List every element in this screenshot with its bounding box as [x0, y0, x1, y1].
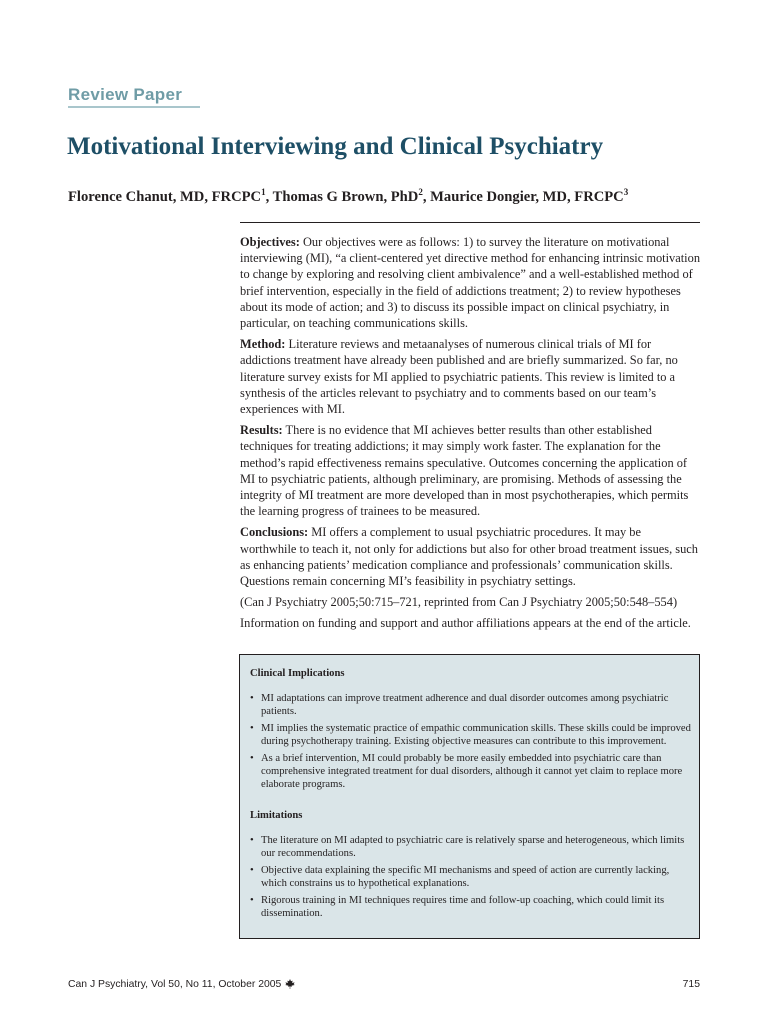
journal-reference: Can J Psychiatry, Vol 50, No 11, October 2005	[68, 979, 282, 990]
implications-list	[250, 692, 691, 791]
section-label-underline	[68, 106, 200, 108]
author-name: Florence Chanut, MD, FRCPC	[68, 189, 262, 205]
citation: (Can J Psychiatry 2005;50:715–721, reprinted from Can J Psychiatry 2005;50:548–554)	[240, 595, 678, 610]
author-name: Thomas G Brown, PhD	[272, 189, 419, 205]
list-item-text: MI implies the systematic practice of empathic communication skills. These skills could be improved during psychotherapy training. Existing objective measures can contribute to this improvement.	[261, 723, 691, 747]
implications-heading: Clinical Implications	[250, 668, 345, 679]
list-item-text: Rigorous training in MI techniques requires time and follow-up coaching, which could limit its dissemination.	[261, 895, 665, 919]
article-title: Motivational Interviewing and Clinical Psychiatry	[67, 133, 604, 160]
list-item	[250, 752, 691, 791]
list-item	[250, 894, 691, 920]
abstract-text: There is no evidence that MI achieves better results than other established techniques for treating addictions; it may simply work faster. The explanation for the method’s rapid effectiveness remains speculative. Outcomes concerning the application of MI to psychiatric patients, although preliminary, are promising. Methods of assessing the integrity of MI treatment are more developed than in most psychotherapies, which permits the learning progress of trainees to be measured.	[240, 423, 689, 519]
bullet: •	[250, 895, 254, 906]
section-label: Review Paper	[68, 85, 183, 104]
funding-note: Information on funding and support and author affiliations appears at the end of the article.	[240, 616, 691, 631]
author-list	[68, 189, 628, 206]
limitations-heading: Limitations	[250, 810, 303, 821]
footer-journal	[68, 979, 295, 992]
list-item	[250, 722, 691, 748]
author-separator: ,	[422, 189, 431, 205]
abstract-objectives	[240, 234, 700, 331]
limitations-list	[250, 834, 691, 920]
list-item	[250, 834, 691, 860]
list-item-text: The literature on MI adapted to psychiatric care is relatively sparse and heterogeneous, which limits our recommendations.	[261, 835, 685, 859]
page-number: 715	[682, 979, 700, 990]
abstract-label: Conclusions:	[240, 525, 309, 540]
list-item	[250, 864, 691, 890]
abstract-label: Method:	[240, 337, 286, 352]
list-item	[250, 692, 691, 718]
abstract-text: Our objectives were as follows: 1) to survey the literature on motivational interviewing (MI), “a client-centered yet directive method for enhancing intrinsic motivation to change by exploring and resolving client ambivalence” and a well-established method of brief intervention, especially in the field of addictions treatment; 2) to review hypotheses about its mode of action; and 3) to discuss its possible impact on clinical psychiatry, in particular, on teaching communications skills.	[240, 235, 701, 331]
list-item-text: As a brief intervention, MI could probably be more easily embedded into psychiatric care than comprehensive integrated treatment for dual disorders, although it cannot yet claim to replace more elaborate programs.	[261, 753, 683, 790]
abstract-text: MI offers a complement to usual psychiatric procedures. It may be worthwhile to teach it, not only for addictions but also for other broad treatment issues, such as enhancing patients’ medication compliance and professionals’ communication skills. Questions remain concerning MI’s feasibility in psychiatry settings.	[240, 525, 699, 589]
bullet: •	[250, 693, 254, 704]
abstract-label: Results:	[240, 423, 283, 438]
abstract-label: Objectives:	[240, 235, 300, 249]
author-separator: ,	[265, 189, 273, 205]
author-affiliation-marker: 1	[261, 187, 266, 198]
list-item-text: Objective data explaining the specific MI mechanisms and speed of action are currently lacking, which constrains us to hypothetical explanations.	[261, 865, 670, 889]
abstract-top-rule	[240, 222, 700, 223]
abstract-conclusions	[240, 524, 700, 589]
bullet: •	[250, 865, 254, 876]
list-item-text: MI adaptations can improve treatment adherence and dual disorder outcomes among psychiatric patients.	[261, 693, 669, 717]
author-name: Maurice Dongier, MD, FRCPC	[430, 189, 624, 205]
abstract-results	[240, 422, 700, 519]
abstract-method	[240, 336, 700, 417]
author-affiliation-marker: 2	[418, 187, 423, 198]
maple-leaf-icon	[285, 979, 295, 992]
abstract	[240, 234, 700, 637]
author-affiliation-marker: 3	[623, 187, 629, 198]
clinical-implications-box	[239, 654, 700, 939]
abstract-text: Literature reviews and metaanalyses of numerous clinical trials of MI for addictions treatment have already been published and are briefly summarized. So far, no literature survey exists for MI applied to psychiatric patients. This review is limited to a synthesis of the articles relevant to psychiatry and to comments based on our team’s experiences with MI.	[240, 337, 678, 417]
bullet: •	[250, 753, 254, 764]
bullet: •	[250, 723, 254, 734]
bullet: •	[250, 835, 254, 846]
